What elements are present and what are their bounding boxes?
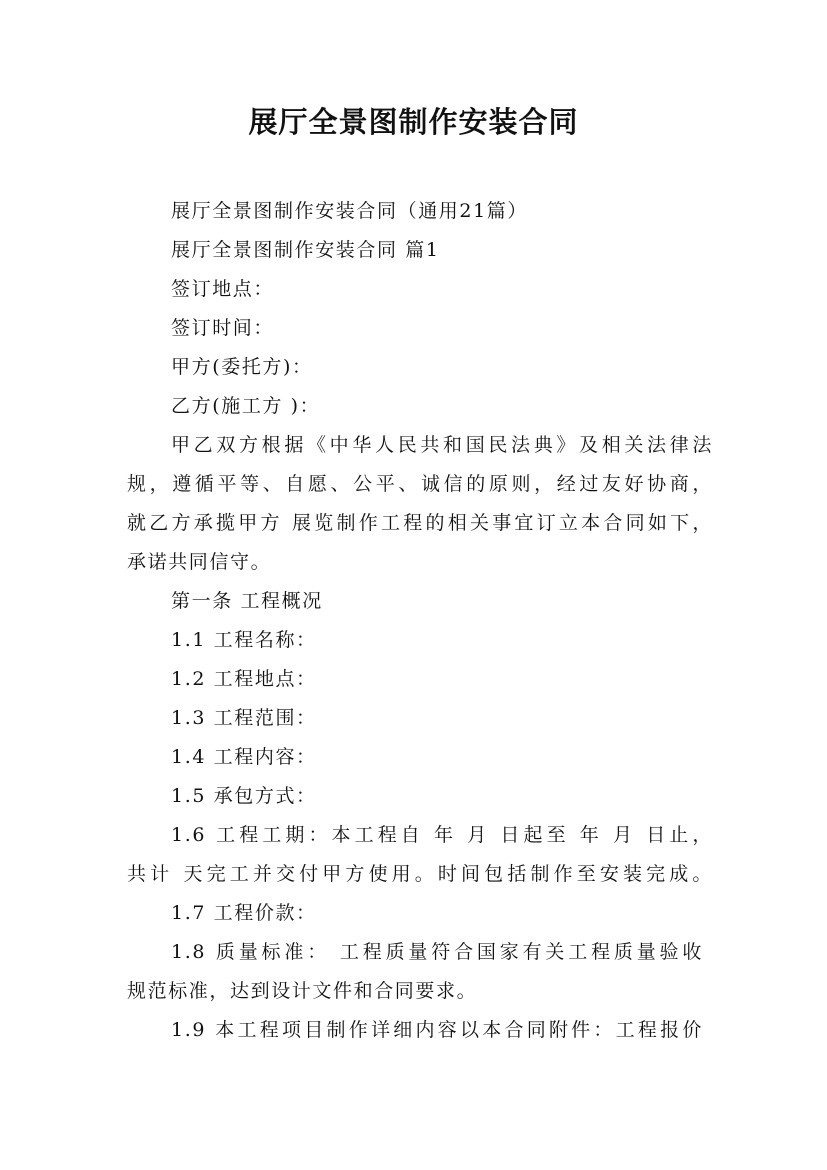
clause-1-5: 1.5 承包方式： [171, 785, 317, 807]
paragraph-preamble-line-1: 甲乙双方根据《中华人民共和国民法典》及相关法律法 [171, 434, 713, 456]
clause-1-3: 1.3 工程范围： [171, 707, 317, 729]
paragraph-signing-time: 签订时间： [171, 317, 275, 339]
document-title: 展厅全景图制作安装合同 [248, 105, 579, 139]
paragraph-subtitle: 展厅全景图制作安装合同（通用21篇） [171, 200, 528, 222]
clause-1-1: 1.1 工程名称： [171, 629, 317, 651]
clause-1-8-line-2: 规范标准，达到设计文件和合同要求。 [127, 980, 478, 1002]
clause-1-6-line-1: 1.6 工程工期：本工程自 年 月 日起至 年 月 日止， [171, 824, 713, 846]
article-1-heading: 第一条 工程概况 [171, 590, 323, 612]
paragraph-party-b: 乙方(施工方 )： [171, 395, 321, 417]
paragraph-party-a: 甲方(委托方)： [171, 356, 313, 378]
clause-1-7: 1.7 工程价款： [171, 902, 317, 924]
clause-1-9-line-1: 1.9 本工程项目制作详细内容以本合同附件：工程报价 [171, 1019, 703, 1041]
paragraph-preamble-line-3: 就乙方承揽甲方 展览制作工程的相关事宜订立本合同如下， [127, 512, 713, 534]
clause-1-8-line-1: 1.8 质量标准： 工程质量符合国家有关工程质量验收 [171, 941, 703, 963]
paragraph-preamble-line-2: 规，遵循平等、自愿、公平、诚信的原则，经过友好协商， [127, 473, 713, 495]
clause-1-4: 1.4 工程内容： [171, 746, 317, 768]
paragraph-preamble-line-4: 承诺共同信守。 [127, 551, 272, 573]
paragraph-signing-place: 签订地点： [171, 278, 275, 300]
clause-1-6-line-2: 共计 天完工并交付甲方使用。时间包括制作至安装完成。 [127, 863, 713, 885]
paragraph-section-heading: 展厅全景图制作安装合同 篇1 [171, 239, 440, 261]
clause-1-2: 1.2 工程地点： [171, 668, 317, 690]
